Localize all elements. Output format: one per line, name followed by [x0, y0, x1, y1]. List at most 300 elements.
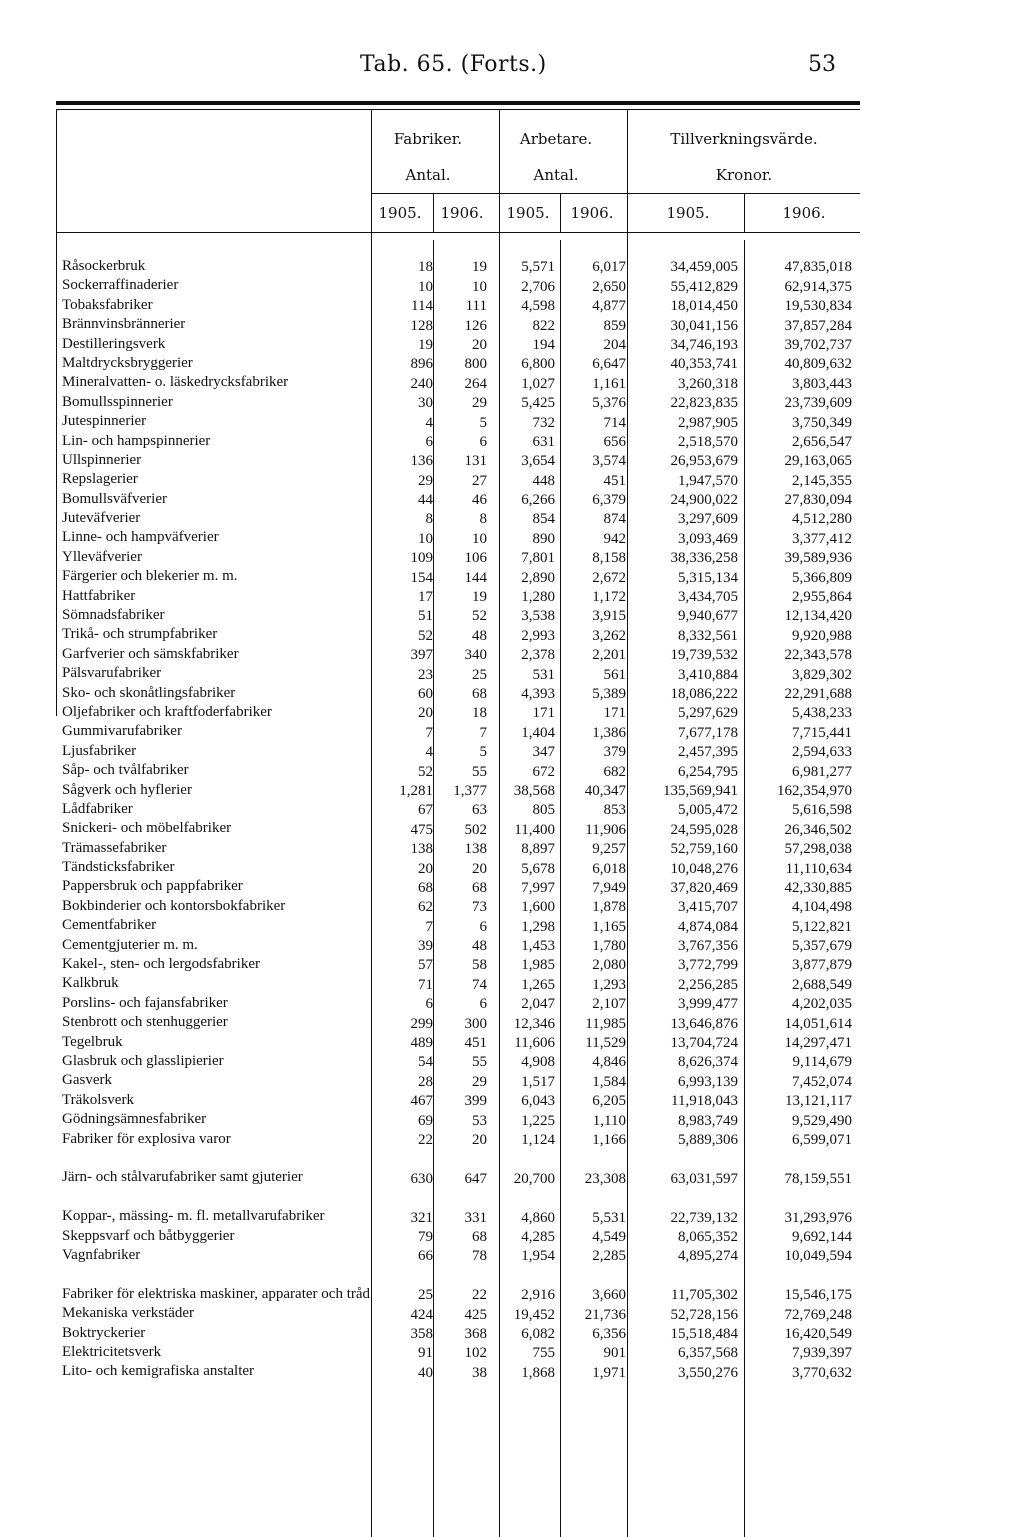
- row-label: Bomullsväfverier: [62, 490, 167, 507]
- top-rule: [56, 101, 860, 105]
- cell-value: 14,297,471: [784, 1035, 852, 1052]
- cell-value: 2,650: [592, 278, 626, 295]
- cell-value: 6,993,139: [678, 1073, 738, 1090]
- cell-value: 9,920,988: [792, 627, 852, 644]
- row-label: Stenbrott och stenhuggerier: [62, 1014, 228, 1031]
- cell-value: 3,415,707: [678, 899, 738, 916]
- cell-value: 7: [425, 918, 433, 935]
- cell-value: 6: [425, 433, 433, 450]
- cell-value: 647: [464, 1170, 487, 1187]
- row-label: Lito- och kemigrafiska anstalter: [62, 1363, 255, 1380]
- cell-value: 1,293: [592, 976, 626, 993]
- cell-value: 29: [472, 395, 487, 412]
- cell-value: 714: [603, 414, 626, 431]
- cell-value: 3,434,705: [678, 589, 738, 606]
- cell-value: 26,953,679: [670, 453, 738, 470]
- row-label: Skeppsvarf och båtbyggerier: [62, 1227, 235, 1244]
- cell-value: 14,051,614: [784, 1015, 852, 1032]
- cell-value: 204: [603, 336, 626, 353]
- cell-value: 10: [418, 278, 433, 295]
- cell-value: 55: [472, 1054, 487, 1071]
- body-line-arb2: [627, 240, 628, 1537]
- cell-value: 3,093,469: [678, 530, 738, 547]
- cell-value: 62: [418, 899, 433, 916]
- cell-value: 171: [532, 705, 555, 722]
- cell-value: 3,660: [592, 1287, 626, 1304]
- cell-value: 52: [418, 763, 433, 780]
- row-label: Glasbruk och glasslipierier: [62, 1053, 224, 1069]
- cell-value: 68: [472, 1228, 487, 1245]
- cell-value: 52,759,160: [670, 841, 738, 858]
- cell-value: 72,769,248: [784, 1306, 852, 1323]
- cell-value: 1,947,570: [678, 472, 738, 489]
- row-label: Gasverk: [62, 1072, 112, 1089]
- cell-value: 8,626,374: [678, 1054, 738, 1071]
- cell-value: 6,356: [592, 1325, 626, 1342]
- row-label: Hattfabriker: [62, 587, 136, 604]
- cell-value: 300: [464, 1015, 487, 1032]
- cell-value: 331: [464, 1209, 487, 1226]
- row-label: Gödningsämnesfabriker: [62, 1111, 207, 1128]
- cell-value: 6,379: [592, 492, 626, 509]
- cell-value: 91: [418, 1345, 433, 1362]
- cell-value: 425: [464, 1306, 487, 1323]
- cell-value: 39: [418, 938, 433, 955]
- cell-value: 5,531: [592, 1209, 626, 1226]
- cell-value: 19: [472, 589, 487, 606]
- cell-value: 2,080: [592, 957, 626, 974]
- cell-value: 7: [425, 724, 433, 741]
- row-label: Oljefabriker och kraftfoderfabriker: [62, 703, 272, 720]
- row-label: Ljusfabriker: [62, 742, 137, 759]
- cell-value: 4,202,035: [792, 996, 852, 1013]
- cell-value: 2,656,547: [792, 433, 852, 450]
- row-label: Linne- och hampväfverier: [62, 529, 219, 546]
- row-label: Maltdrycksbryggerier: [62, 354, 193, 371]
- cell-value: 106: [464, 550, 487, 567]
- cell-value: 531: [532, 666, 555, 683]
- cell-value: 24,595,028: [670, 821, 738, 838]
- cell-value: 29: [472, 1073, 487, 1090]
- cell-value: 40,353,741: [670, 356, 738, 373]
- cell-value: 6: [479, 433, 487, 450]
- cell-value: 368: [464, 1325, 487, 1342]
- cell-value: 805: [532, 802, 555, 819]
- cell-value: 3,829,302: [792, 666, 852, 683]
- cell-value: 38: [472, 1364, 487, 1381]
- cell-value: 358: [410, 1325, 433, 1342]
- body-line-kr: [744, 240, 745, 1537]
- cell-value: 10,048,276: [670, 860, 738, 877]
- cell-value: 19,530,834: [784, 298, 852, 315]
- cell-value: 8,983,749: [678, 1112, 738, 1129]
- cell-value: 2,285: [592, 1248, 626, 1265]
- cell-value: 1,225: [521, 1112, 555, 1129]
- cell-value: 5,297,629: [678, 705, 738, 722]
- cell-value: 397: [410, 647, 433, 664]
- cell-value: 154: [410, 569, 433, 586]
- cell-value: 5,678: [521, 860, 555, 877]
- cell-value: 4,104,498: [792, 899, 852, 916]
- cell-value: 19: [472, 259, 487, 276]
- row-label: Bokbinderier och kontorsbokfabriker: [62, 897, 286, 914]
- header-bottom-rule: [56, 232, 860, 233]
- cell-value: 5: [479, 414, 487, 431]
- cell-value: 13,646,876: [670, 1015, 738, 1032]
- cell-value: 3,550,276: [678, 1364, 738, 1381]
- row-label: Elektricitetsverk: [62, 1343, 162, 1360]
- cell-value: 4,512,280: [792, 511, 852, 528]
- cell-value: 9,692,144: [792, 1228, 852, 1245]
- cell-value: 22: [418, 1131, 433, 1148]
- cell-value: 71: [418, 976, 433, 993]
- header-arbetare: Arbetare.: [519, 130, 593, 148]
- cell-value: 63,031,597: [670, 1170, 738, 1187]
- cell-value: 2,518,570: [678, 433, 738, 450]
- cell-value: 74: [472, 976, 487, 993]
- cell-value: 23: [418, 666, 433, 683]
- cell-value: 25: [418, 1287, 433, 1304]
- cell-value: 171: [603, 705, 626, 722]
- row-label: Garfverier och sämskfabriker: [62, 645, 239, 662]
- cell-value: 2,987,905: [678, 414, 738, 431]
- row-label: Kalkbruk: [62, 975, 119, 992]
- cell-value: 1,868: [521, 1364, 555, 1381]
- cell-value: 54: [418, 1054, 433, 1071]
- cell-value: 12,134,420: [784, 608, 852, 625]
- row-label: Trikå- och strumpfabriker: [62, 626, 218, 643]
- row-label: Bomullsspinnerier: [62, 393, 173, 410]
- cell-value: 321: [410, 1209, 433, 1226]
- cell-value: 859: [603, 317, 626, 334]
- cell-value: 111: [465, 298, 487, 315]
- cell-value: 11,110,634: [785, 860, 852, 877]
- cell-value: 55: [472, 763, 487, 780]
- cell-value: 2,672: [592, 569, 626, 586]
- year-1906-arbetare: 1906.: [570, 204, 614, 222]
- cell-value: 1,584: [592, 1073, 626, 1090]
- cell-value: 3,999,477: [678, 996, 738, 1013]
- cell-value: 2,256,285: [678, 976, 738, 993]
- cell-value: 38,568: [513, 782, 555, 799]
- cell-value: 114: [411, 298, 433, 315]
- cell-value: 4,549: [592, 1228, 626, 1245]
- row-label: Tobaksfabriker: [62, 296, 153, 313]
- cell-value: 3,767,356: [678, 938, 738, 955]
- cell-value: 11,529: [585, 1035, 626, 1052]
- cell-value: 102: [464, 1345, 487, 1362]
- cell-value: 800: [464, 356, 487, 373]
- cell-value: 1,281: [399, 782, 433, 799]
- cell-value: 3,803,443: [792, 375, 852, 392]
- cell-value: 162,354,970: [777, 782, 852, 799]
- cell-value: 502: [464, 821, 487, 838]
- cell-value: 1,954: [521, 1248, 555, 1265]
- cell-value: 66: [418, 1248, 433, 1265]
- header-tillverkningsvarde: Tillverkningsvärde.: [670, 130, 818, 148]
- cell-value: 73: [472, 899, 487, 916]
- cell-value: 11,705,302: [671, 1287, 738, 1304]
- cell-value: 4,598: [521, 298, 555, 315]
- row-label: Tegelbruk: [62, 1033, 123, 1050]
- cell-value: 672: [532, 763, 555, 780]
- cell-value: 2,594,633: [792, 744, 852, 761]
- cell-value: 18: [472, 705, 487, 722]
- cell-value: 23,308: [584, 1170, 626, 1187]
- cell-value: 28: [418, 1073, 433, 1090]
- cell-value: 2,688,549: [792, 976, 852, 993]
- cell-value: 2,993: [521, 627, 555, 644]
- cell-value: 109: [410, 550, 433, 567]
- cell-value: 5,376: [592, 395, 626, 412]
- cell-value: 1,386: [592, 724, 626, 741]
- cell-value: 6,357,568: [678, 1345, 738, 1362]
- cell-value: 6,800: [521, 356, 555, 373]
- cell-value: 1,298: [521, 918, 555, 935]
- cell-value: 1,600: [521, 899, 555, 916]
- cell-value: 1,265: [521, 976, 555, 993]
- cell-value: 128: [410, 317, 433, 334]
- header-antal-arbetare: Antal.: [533, 166, 579, 184]
- row-label: Brännvinsbrännerier: [62, 316, 186, 333]
- cell-value: 22,291,688: [784, 685, 852, 702]
- cell-value: 39,702,737: [784, 336, 852, 353]
- cell-value: 9,257: [592, 841, 626, 858]
- cell-value: 5,438,233: [792, 705, 852, 722]
- cell-value: 1,404: [521, 724, 555, 741]
- row-label: Lin- och hampspinnerier: [62, 432, 211, 449]
- cell-value: 68: [472, 879, 487, 896]
- cell-value: 4: [425, 414, 433, 431]
- cell-value: 854: [532, 511, 555, 528]
- cell-value: 27: [472, 472, 487, 489]
- cell-value: 46: [472, 492, 487, 509]
- cell-value: 379: [603, 744, 626, 761]
- row-label: Vagnfabriker: [62, 1246, 141, 1263]
- row-label: Cementfabriker: [62, 917, 157, 934]
- cell-value: 6,647: [592, 356, 626, 373]
- cell-value: 6: [479, 918, 487, 935]
- body-line-fab2: [499, 240, 500, 1537]
- row-label: Järn- och stålvarufabriker samt gjuterier: [62, 1169, 303, 1186]
- cell-value: 55,412,829: [670, 278, 738, 295]
- cell-value: 2,047: [521, 996, 555, 1013]
- cell-value: 19,739,532: [670, 647, 738, 664]
- cell-value: 4,860: [521, 1209, 555, 1226]
- cell-value: 3,260,318: [678, 375, 738, 392]
- row-label: Mineralvatten- o. läskedrycksfabriker: [62, 374, 289, 391]
- cell-value: 3,377,412: [792, 530, 852, 547]
- row-label: Destilleringsverk: [62, 335, 166, 352]
- cell-value: 194: [532, 336, 555, 353]
- cell-value: 6,205: [592, 1093, 626, 1110]
- row-label: Trämassefabriker: [62, 839, 167, 856]
- cell-value: 30: [418, 395, 433, 412]
- cell-value: 5: [479, 744, 487, 761]
- cell-value: 874: [603, 511, 626, 528]
- body-line-name: [371, 240, 372, 716]
- cell-value: 30,041,156: [670, 317, 738, 334]
- cell-value: 3,262: [592, 627, 626, 644]
- row-label: Sågverk och hyflerier: [62, 781, 192, 798]
- cell-value: 40,347: [584, 782, 626, 799]
- cell-value: 890: [532, 530, 555, 547]
- cell-value: 12,346: [513, 1015, 555, 1032]
- cell-value: 57,298,038: [784, 841, 852, 858]
- cell-value: 20: [472, 860, 487, 877]
- cell-value: 29: [418, 472, 433, 489]
- cell-value: 1,166: [592, 1131, 626, 1148]
- cell-value: 78: [472, 1248, 487, 1265]
- cell-value: 2,706: [521, 278, 555, 295]
- cell-value: 7,997: [521, 879, 555, 896]
- year-1906-kronor: 1906.: [782, 204, 826, 222]
- cell-value: 475: [410, 821, 433, 838]
- cell-value: 5,571: [521, 259, 555, 276]
- cell-value: 8,158: [592, 550, 626, 567]
- row-label: Tändsticksfabriker: [62, 859, 175, 876]
- cell-value: 11,985: [585, 1015, 626, 1032]
- cell-value: 822: [532, 317, 555, 334]
- cell-value: 2,378: [521, 647, 555, 664]
- cell-value: 4,846: [592, 1054, 626, 1071]
- cell-value: 42,330,885: [784, 879, 852, 896]
- cell-value: 6: [425, 996, 433, 1013]
- cell-value: 79: [418, 1228, 433, 1245]
- row-label: Sömnadsfabriker: [62, 607, 165, 624]
- cell-value: 264: [464, 375, 487, 392]
- cell-value: 138: [464, 841, 487, 858]
- cell-value: 18: [418, 259, 433, 276]
- cell-value: 31,293,976: [784, 1209, 852, 1226]
- cell-value: 5,357,679: [792, 938, 852, 955]
- row-label: Ullspinnerier: [62, 451, 142, 468]
- cell-value: 37,820,469: [670, 879, 738, 896]
- header-kronor: Kronor.: [715, 166, 773, 184]
- col-line-arb-years: [560, 194, 561, 232]
- cell-value: 2,201: [592, 647, 626, 664]
- cell-value: 489: [410, 1035, 433, 1052]
- row-label: Koppar-, mässing- m. fl. metallvarufabriker: [62, 1208, 325, 1225]
- cell-value: 1,780: [592, 938, 626, 955]
- cell-value: 448: [532, 472, 555, 489]
- cell-value: 11,606: [514, 1035, 555, 1052]
- header-antal-fabriker: Antal.: [405, 166, 451, 184]
- year-1905-arbetare: 1905.: [506, 204, 550, 222]
- cell-value: 9,940,677: [678, 608, 738, 625]
- cell-value: 52: [418, 627, 433, 644]
- cell-value: 1,453: [521, 938, 555, 955]
- cell-value: 126: [464, 317, 487, 334]
- cell-value: 40,809,632: [784, 356, 852, 373]
- cell-value: 8,332,561: [678, 627, 738, 644]
- row-label: Pappersbruk och pappfabriker: [62, 878, 243, 895]
- cell-value: 5,889,306: [678, 1131, 738, 1148]
- cell-value: 682: [603, 763, 626, 780]
- cell-value: 20: [418, 705, 433, 722]
- row-label: Kakel-, sten- och lergodsfabriker: [62, 956, 260, 973]
- cell-value: 9,114,679: [792, 1054, 852, 1071]
- cell-value: 3,770,632: [792, 1364, 852, 1381]
- cell-value: 1,985: [521, 957, 555, 974]
- body-line-arb: [560, 240, 561, 1537]
- cell-value: 48: [472, 938, 487, 955]
- cell-value: 135,569,941: [663, 782, 738, 799]
- page-number: 53: [808, 52, 836, 77]
- cell-value: 399: [464, 1093, 487, 1110]
- cell-value: 51: [418, 608, 433, 625]
- cell-value: 7,715,441: [792, 724, 852, 741]
- cell-value: 631: [532, 433, 555, 450]
- cell-value: 3,410,884: [678, 666, 738, 683]
- cell-value: 34,459,005: [670, 259, 738, 276]
- top-rule-thin: [56, 109, 860, 110]
- cell-value: 451: [464, 1035, 487, 1052]
- cell-value: 347: [532, 744, 555, 761]
- cell-value: 10: [472, 530, 487, 547]
- cell-value: 22,343,578: [784, 647, 852, 664]
- cell-value: 1,161: [592, 375, 626, 392]
- cell-value: 3,877,879: [792, 957, 852, 974]
- cell-value: 47,835,018: [784, 259, 852, 276]
- cell-value: 896: [410, 356, 433, 373]
- cell-value: 3,654: [521, 453, 555, 470]
- cell-value: 19: [418, 336, 433, 353]
- cell-value: 5,616,598: [792, 802, 852, 819]
- cell-value: 5,366,809: [792, 569, 852, 586]
- cell-value: 424: [410, 1306, 433, 1323]
- cell-value: 7,452,074: [792, 1073, 852, 1090]
- cell-value: 340: [464, 647, 487, 664]
- cell-value: 2,955,864: [792, 589, 852, 606]
- row-label: Ylleväfverier: [62, 548, 142, 565]
- cell-value: 3,915: [592, 608, 626, 625]
- cell-value: 34,746,193: [670, 336, 738, 353]
- cell-value: 58: [472, 957, 487, 974]
- cell-value: 4,908: [521, 1054, 555, 1071]
- cell-value: 38,336,258: [670, 550, 738, 567]
- cell-value: 138: [410, 841, 433, 858]
- cell-value: 240: [410, 375, 433, 392]
- cell-value: 3,750,349: [792, 414, 852, 431]
- cell-value: 10: [472, 278, 487, 295]
- cell-value: 60: [418, 685, 433, 702]
- cell-value: 15,518,484: [670, 1325, 738, 1342]
- cell-value: 68: [472, 685, 487, 702]
- row-label: Gummivarufabriker: [62, 723, 182, 740]
- cell-value: 39,589,936: [784, 550, 852, 567]
- cell-value: 901: [603, 1345, 626, 1362]
- cell-value: 656: [603, 433, 626, 450]
- header-fabriker: Fabriker.: [393, 130, 463, 148]
- row-label: Lådfabriker: [62, 800, 133, 817]
- cell-value: 942: [603, 530, 626, 547]
- col-line-kr-years: [744, 194, 745, 232]
- cell-value: 2,107: [592, 996, 626, 1013]
- cell-value: 1,124: [521, 1131, 555, 1148]
- cell-value: 5,425: [521, 395, 555, 412]
- row-label: Såp- och tvålfabriker: [62, 762, 189, 779]
- cell-value: 8,065,352: [678, 1228, 738, 1245]
- cell-value: 21,736: [584, 1306, 626, 1323]
- cell-value: 6,266: [521, 492, 555, 509]
- cell-value: 67: [418, 802, 433, 819]
- body-line-fab: [433, 240, 434, 1537]
- cell-value: 48: [472, 627, 487, 644]
- cell-value: 2,457,395: [678, 744, 738, 761]
- cell-value: 6: [479, 996, 487, 1013]
- cell-value: 4,874,084: [678, 918, 738, 935]
